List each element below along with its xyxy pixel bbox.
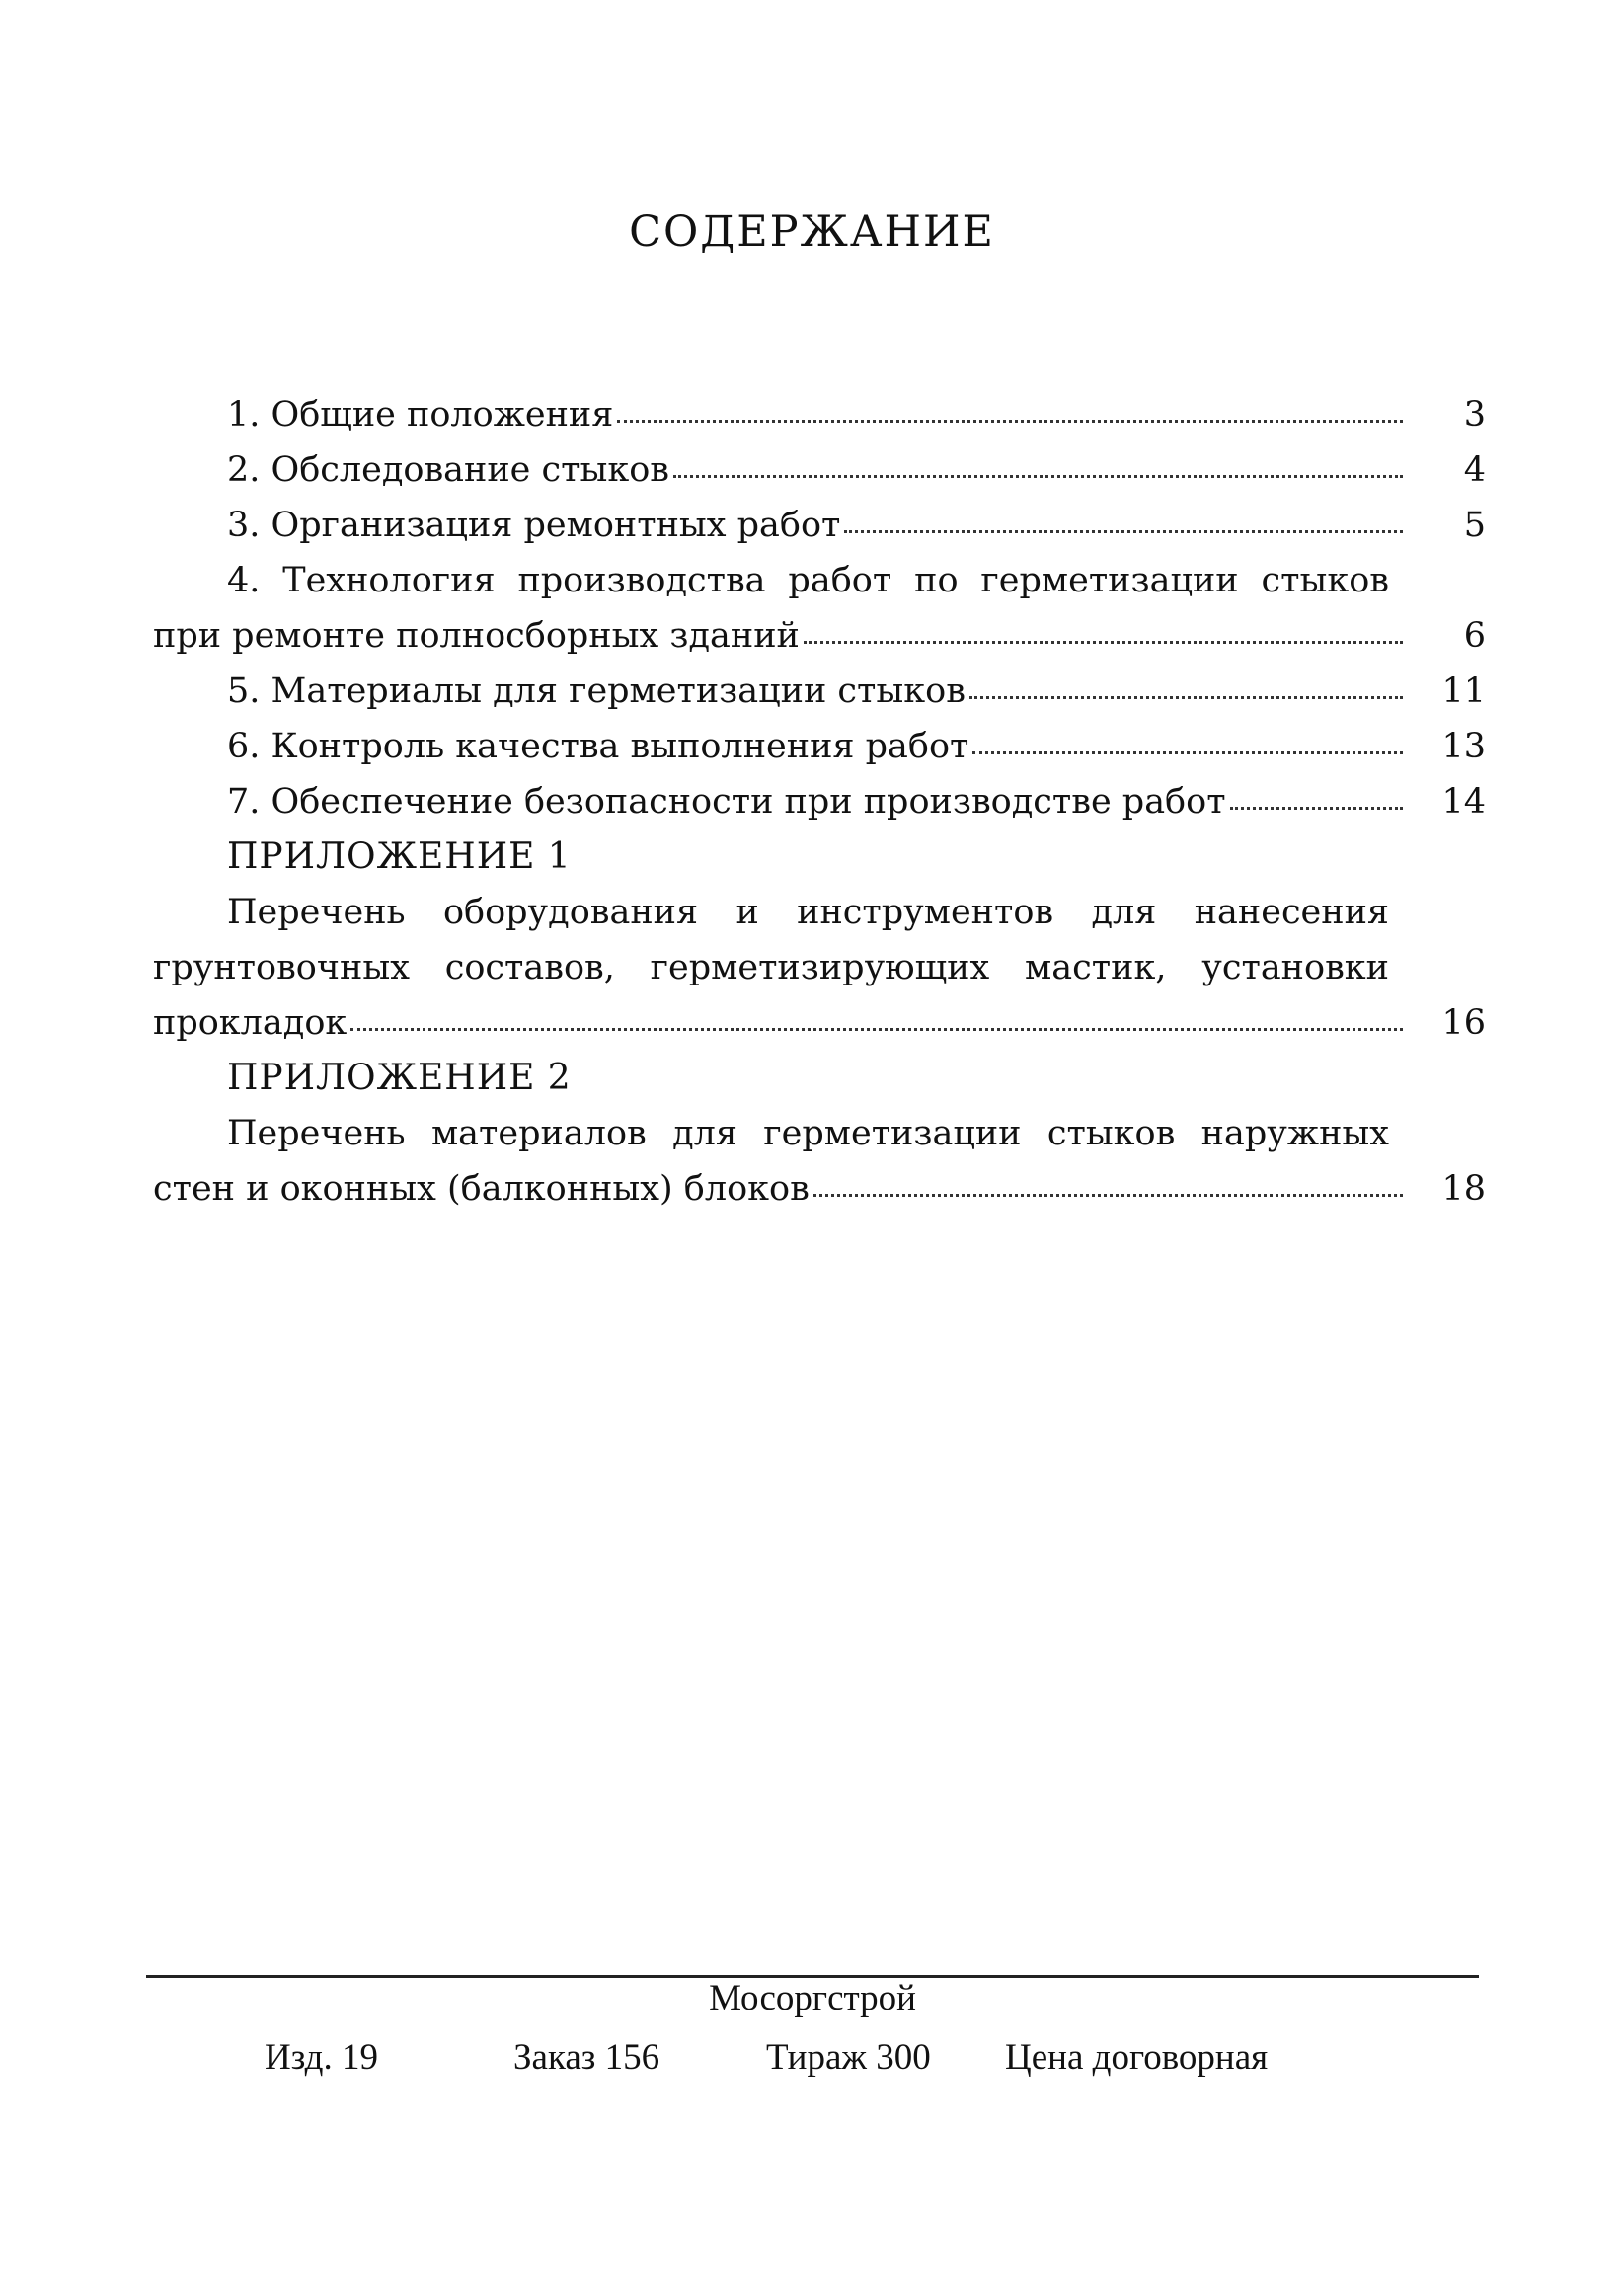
toc-entry-text: прокладок (153, 1003, 348, 1043)
toc-entry-text: 5. Материалы для герметизации стыков (227, 671, 966, 711)
appendix-2-line-1 (153, 1098, 1486, 1153)
toc-entry-text: грунтовочных составов, герметизирующих мастик, установки (153, 948, 1389, 987)
toc-entry-text: стен и оконных (балконных) блоков (153, 1169, 810, 1209)
dot-leader (813, 1194, 1403, 1197)
appendix-1-heading: ПРИЛОЖЕНИЕ 1 (227, 836, 572, 877)
toc-page-number: 16 (1441, 1003, 1486, 1043)
toc-page-number: 14 (1441, 782, 1486, 822)
appendix-1-entry (153, 987, 1486, 1043)
toc-entry-7 (153, 766, 1486, 822)
dot-leader (804, 641, 1403, 644)
toc-entry-4 (153, 600, 1486, 656)
toc-entry-text: 2. Обследование стыков (227, 450, 669, 490)
dot-leader (350, 1028, 1403, 1031)
publisher-name: Мосоргстрой (709, 1978, 916, 2018)
toc-page-number: 3 (1463, 395, 1486, 434)
toc-entry-text: Перечень материалов для герметизации стыков наружных (227, 1114, 1389, 1153)
toc-page-number: 6 (1463, 616, 1486, 656)
dot-leader (673, 475, 1403, 478)
appendix-1-line-1 (153, 877, 1486, 932)
page-title: СОДЕРЖАНИЕ (629, 207, 995, 257)
toc-page-number: 13 (1441, 727, 1486, 766)
toc-entry-5 (153, 656, 1486, 711)
toc-page-number: 5 (1463, 506, 1486, 545)
order-number: Заказ 156 (513, 2037, 660, 2078)
toc-entry-4-line-1 (153, 545, 1486, 600)
dot-leader (1230, 807, 1403, 810)
toc-entry-3 (153, 490, 1486, 545)
imprint-footer (146, 1975, 1479, 2078)
toc-page-number: 18 (1441, 1169, 1486, 1209)
toc-entry-1 (153, 379, 1486, 434)
toc-entry-text: 7. Обеспечение безопасности при производстве работ (227, 782, 1226, 822)
toc-entry-text: Перечень оборудования и инструментов для нанесения (227, 893, 1389, 932)
dot-leader (969, 696, 1403, 699)
toc-page-number: 4 (1463, 450, 1486, 490)
dot-leader (844, 530, 1403, 533)
appendix-1-line-2 (153, 932, 1486, 987)
toc-entry-text: 1. Общие положения (227, 395, 614, 434)
dot-leader (972, 751, 1403, 754)
appendix-2-entry (153, 1153, 1486, 1209)
price-note: Цена договорная (1005, 2037, 1269, 2078)
toc-entry-text: при ремонте полносборных зданий (153, 616, 800, 656)
toc-entry-text: 4. Технология производства работ по герметизации стыков (227, 561, 1389, 600)
toc-entry-text: 6. Контроль качества выполнения работ (227, 727, 969, 766)
table-of-contents (153, 379, 1486, 1209)
print-run: Тираж 300 (766, 2037, 931, 2078)
toc-entry-2 (153, 434, 1486, 490)
toc-page-number: 11 (1441, 671, 1486, 711)
toc-entry-6 (153, 711, 1486, 766)
toc-entry-text: 3. Организация ремонтных работ (227, 506, 841, 545)
edition-number: Изд. 19 (265, 2037, 378, 2078)
dot-leader (617, 420, 1403, 423)
appendix-2-heading: ПРИЛОЖЕНИЕ 2 (227, 1058, 572, 1098)
